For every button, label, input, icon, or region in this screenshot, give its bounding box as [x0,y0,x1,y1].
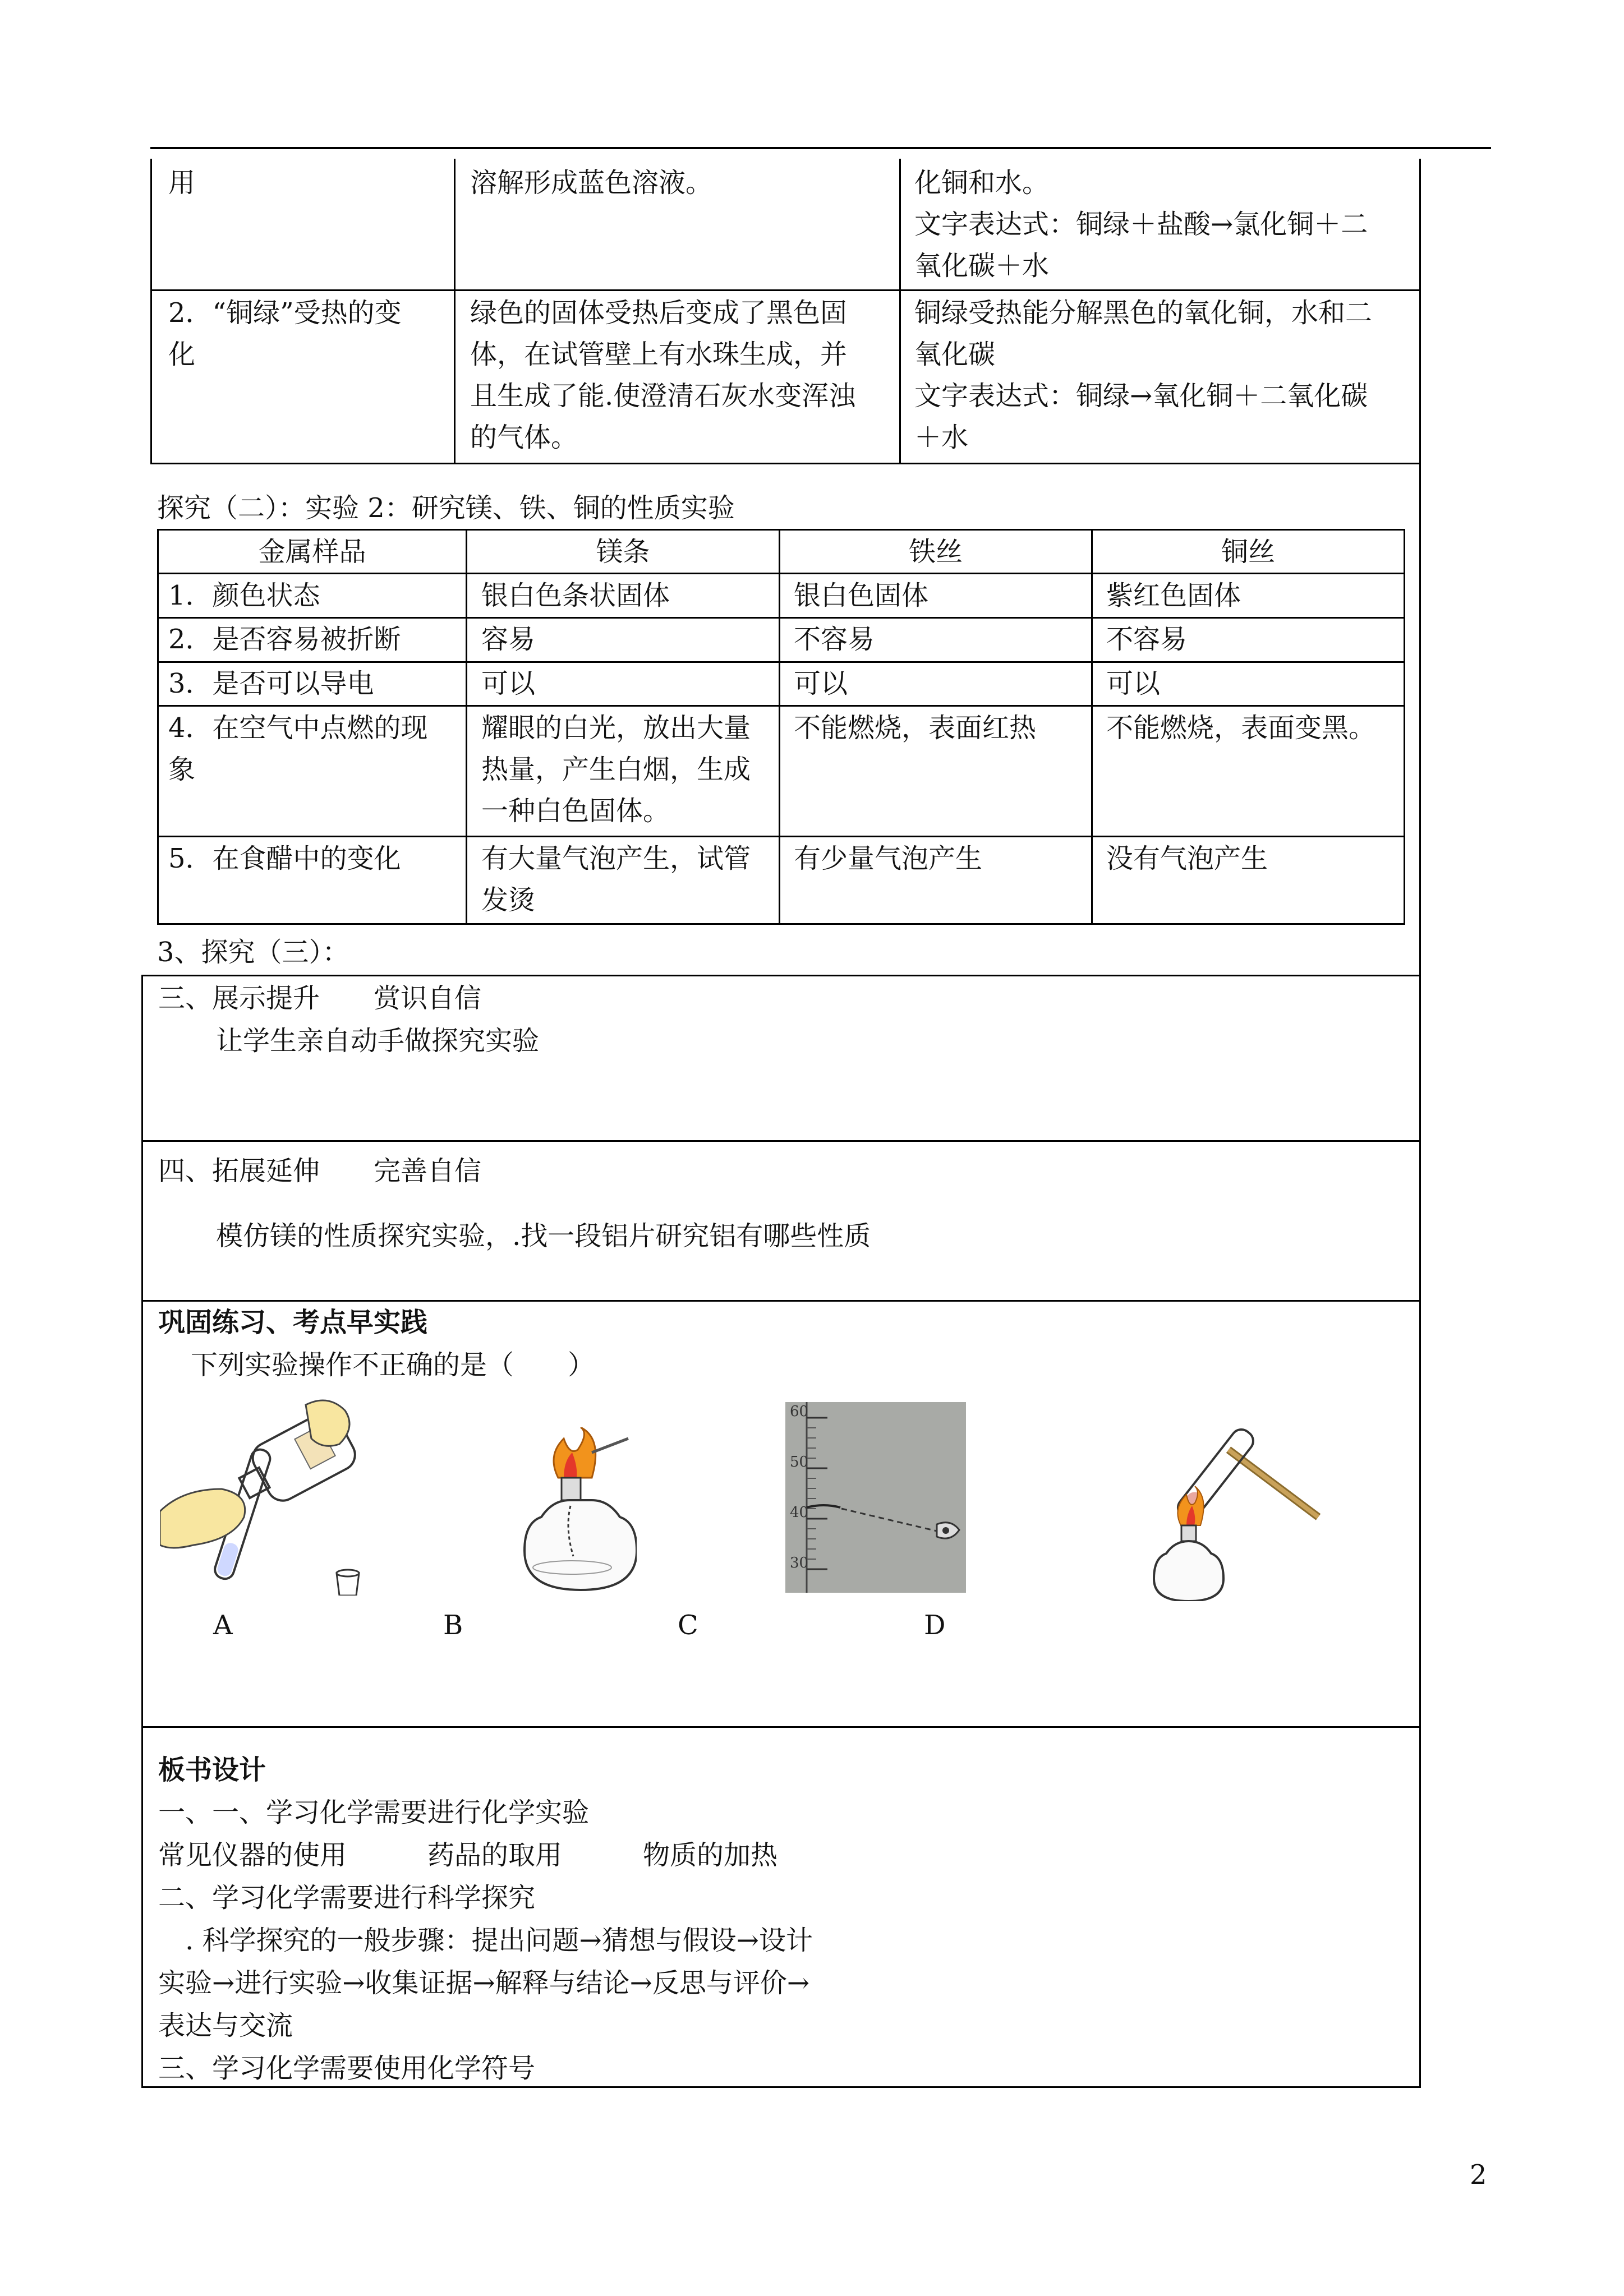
board-title: 板书设计 [158,1754,266,1786]
section-title: 探究（二）：实验 2：研究镁、铁、铜的性质实验 [157,492,735,524]
table-cell: 可以 [481,668,536,699]
row-label: 4．在空气中点燃的现 [168,712,428,744]
scale-tick-label: 60 [790,1403,809,1420]
board-line: 实验→进行实验→收集证据→解释与结论→反思与评价→ [158,1967,810,1999]
table-cell: 热量，产生白烟，生成 [481,754,751,785]
table-cell: 耀眼的白光，放出大量 [481,712,751,744]
board-line: 常见仪器的使用 药品的取用 物质的加热 [158,1839,778,1871]
practice-question: 下列实验操作不正确的是（ ） [191,1349,595,1381]
table-cell: 且生成了能.使澄清石灰水变浑浊 [470,380,856,412]
section-body: 让学生亲自动手做探究实验 [216,1025,540,1057]
section-body: 模仿镁的性质探究实验，.找一段铝片研究铝有哪些性质 [216,1220,871,1252]
board-line: . 科学探究的一般步骤：提出问题→猜想与假设→设计 [158,1925,813,1956]
table-row-rule [157,705,1405,707]
table-cell: 可以 [794,668,848,699]
table-cell: 紫红色固体 [1106,580,1241,611]
table-cell: 不容易 [1106,624,1188,655]
table-row-rule [157,573,1405,574]
option-label: D [924,1610,946,1641]
table-cell: 化 [168,339,196,370]
table-divider [779,529,780,925]
table-row-rule [157,661,1405,663]
row-label: 5．在食醋中的变化 [168,843,401,874]
table-cell: 不能燃烧，表面红热 [794,712,1037,744]
table-divider [466,529,467,925]
scale-tick-label: 40 [790,1504,809,1521]
table-row-rule [150,463,1421,464]
section-rule [141,1140,1421,1142]
header-rule [150,147,1491,149]
row-label: 2．是否容易被折断 [168,624,401,655]
row-label: 1．颜色状态 [168,580,320,611]
section-title: 三、展示提升 赏识自信 [158,983,482,1014]
table-cell: 有少量气泡产生 [794,843,983,874]
measuring-scale-illustration [785,1402,966,1593]
alcohol-lamp-illustration [508,1427,637,1601]
table-divider [1404,529,1405,925]
section-title: 四、拓展延伸 完善自信 [158,1155,482,1187]
table-cell: ＋水 [914,422,969,453]
table-cell: 没有气泡产生 [1106,843,1268,874]
column-header: 铜丝 [1221,536,1275,568]
page-number: 2 [1470,2159,1487,2191]
table-cell: 溶解形成蓝色溶液。 [470,167,713,199]
table-divider [157,529,159,925]
table-cell: 容易 [481,624,536,655]
column-header: 铁丝 [908,536,963,568]
option-label: C [678,1610,698,1641]
table-cell: 有大量气泡产生，试管 [481,843,751,874]
table-cell: 的气体。 [470,422,578,453]
table-cell: 氧化碳＋水 [914,250,1050,282]
board-line: 三、学习化学需要使用化学符号 [158,2053,536,2084]
table-cell: 一种白色固体。 [481,795,670,827]
table-cell: 银白色固体 [794,580,929,611]
table-row-rule [157,923,1405,925]
column-header: 镁条 [596,536,650,568]
option-label: B [443,1610,463,1641]
table-border-left [150,159,152,464]
table-border-right [1419,159,1421,2088]
table-cell: 文字表达式：铜绿→氧化铜＋二氧化碳 [914,380,1368,412]
column-header: 金属样品 [258,536,366,568]
table-cell: 2．“铜绿”受热的变 [168,297,402,329]
table-cell: 发烫 [481,884,536,916]
table-divider [899,159,901,464]
table-row-rule [157,836,1405,837]
table-row-rule [157,529,1405,531]
table-cell: 化铜和水。 [914,167,1050,199]
table-cell: 绿色的固体受热后变成了黑色固 [470,297,848,329]
table-cell: 文字表达式：铜绿＋盐酸→氯化铜＋二 [914,209,1368,240]
practice-title: 巩固练习、考点早实践 [158,1307,428,1338]
table-cell: 银白色条状固体 [481,580,670,611]
explore-note: 3、探究（三）： [157,937,349,968]
board-line: 二、学习化学需要进行科学探究 [158,1882,536,1914]
pouring-liquid-illustration [160,1394,384,1596]
table-row-rule [157,617,1405,619]
table-cell: 不容易 [794,624,875,655]
table-divider [454,159,456,464]
table-cell: 用 [168,167,196,199]
section-rule [141,975,1421,976]
scale-tick-label: 30 [790,1555,809,1571]
table-cell: 不能燃烧，表面变黑。 [1106,712,1376,744]
scale-tick-label: 50 [790,1454,809,1470]
table-cell: 体，在试管壁上有水珠生成，并 [470,339,848,370]
board-line: 一、一、学习化学需要进行化学实验 [158,1797,590,1828]
section-rule [141,1726,1421,1728]
table-cell: 可以 [1106,668,1161,699]
table-row-rule [150,289,1421,291]
heating-test-tube-illustration [1144,1416,1324,1601]
option-label: A [213,1610,233,1641]
table-divider [1091,529,1093,925]
board-line: 表达与交流 [158,2010,293,2041]
table-cell: 铜绿受热能分解黑色的氧化铜，水和二 [914,297,1373,329]
table-cell: 氧化碳 [914,339,996,370]
row-label: 象 [168,754,196,785]
row-label: 3．是否可以导电 [168,668,374,699]
section-rule [141,1300,1421,1302]
